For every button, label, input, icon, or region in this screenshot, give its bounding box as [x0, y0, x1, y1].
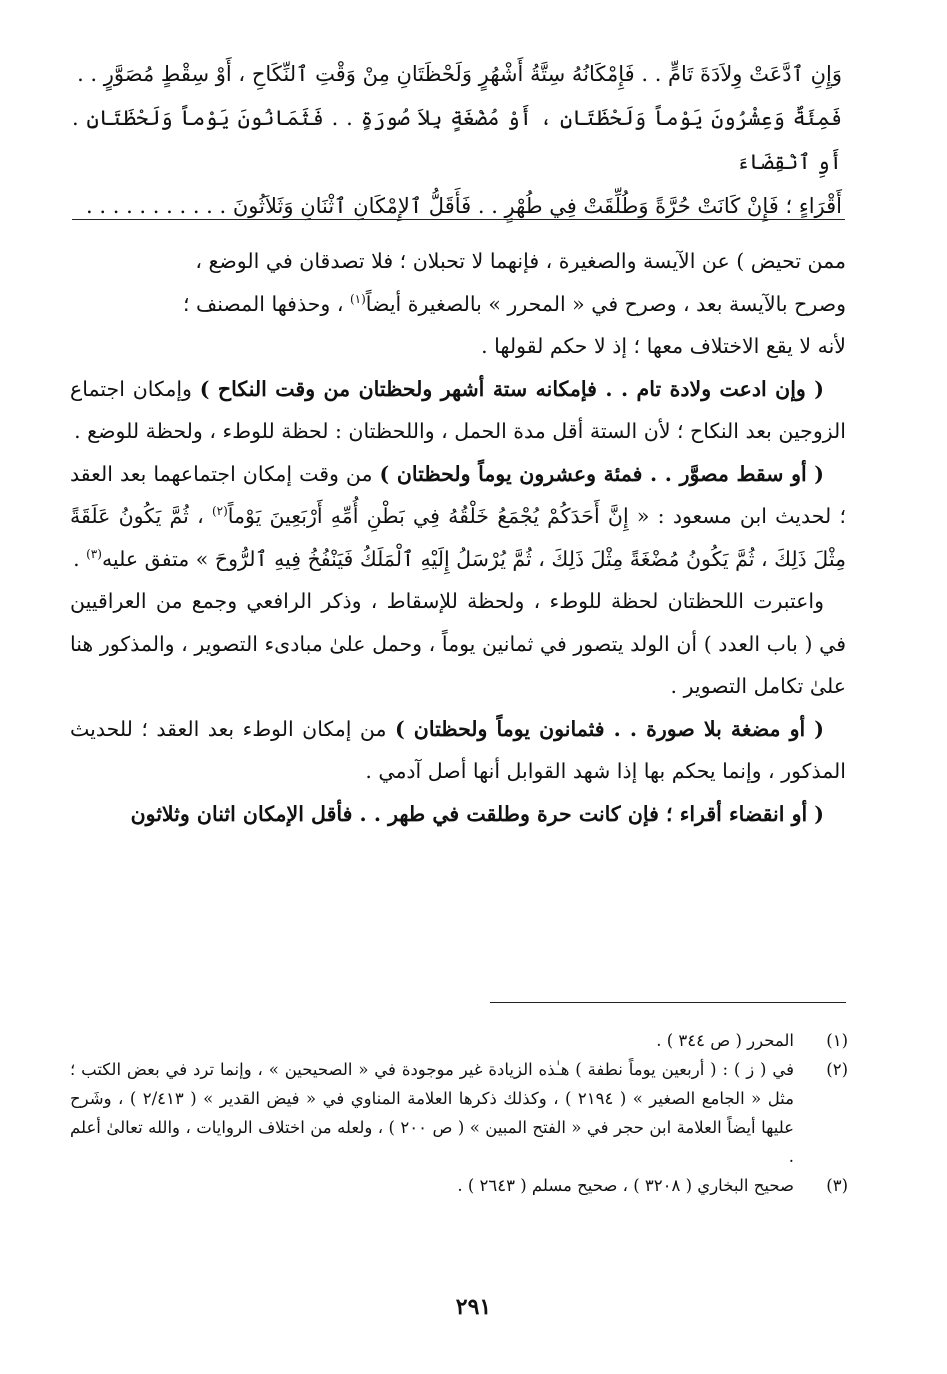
- commentary-body: وإمكان اجتماع الزوجين بعد النكاح ؛ لأن الستة أقل مدة الحمل ، واللحظتان : لحظة للوطء ، ولحظة للوضع .: [70, 376, 846, 443]
- footnote-separator-rule: [490, 1002, 846, 1003]
- commentary-body: من إمكان الوطء بعد العقد ؛ للحديث المذكور ، وإنما يحكم بها إذا شهد القوابل أنها أصل آدمي .: [70, 716, 846, 783]
- footnote-ref[interactable]: (١): [349, 291, 366, 306]
- commentary-paragraph: [70, 793, 846, 836]
- footnote: [70, 1026, 848, 1055]
- footnote-ref[interactable]: (٢): [211, 504, 228, 519]
- commentary-line: ، وحذفها المصنف ؛: [182, 291, 350, 316]
- commentary-paragraph: [70, 368, 846, 453]
- commentary-paragraph: [70, 240, 846, 368]
- matn-quote: ( وإن ادعت ولادة تام . . فإمكانه ستة أشهر ولحظتان من وقت النكاح ): [199, 376, 824, 401]
- footnote-number: (٢): [826, 1060, 848, 1079]
- matn-line: فَمِئَةٌ وَعِشْرُونَ يَوْماً وَلَحْظَتَانِ ، أَوْ مُضْغَةٍ بِلاَ صُورَةٍ . . فَثَمَانُونَ يَوْماً وَلَحْظَتَانِ . أَوِ ٱنْقِضَاءَ: [72, 106, 842, 174]
- commentary-paragraph: واعتبرت اللحظتان لحظة للوطء ، ولحظة للإسقاط ، وذكر الرافعي وجمع من العراقيين في ( باب العدد ) أن الولد يتصور في ثمانين يوماً ، وحمل علىٰ مبادىء التصوير ، والمذكور هنا علىٰ تكامل التصوير .: [70, 589, 846, 698]
- footnote: [70, 1055, 848, 1171]
- matn-separator-rule: [72, 219, 845, 220]
- footnote-number: (١): [826, 1031, 848, 1050]
- matn-quote: ( أو مضغة بلا صورة . . فثمانون يوماً ولحظتان ): [394, 716, 824, 741]
- matn-line: أَقْرَاءٍ ؛ فَإِنْ كَانَتْ حُرَّةً وَطُلِّقَتْ فِي طُهْرٍ . . فَأَقَلُّ ٱلإِمْكَانِ ٱثْنَانِ وَثَلاَثُونَ . . . . . . . . . . .: [86, 194, 842, 218]
- matn-text: [72, 52, 842, 228]
- footnote-text: في ( ز ) : ( أربعين يوماً نطفة ) هـٰذه الزيادة غير موجودة في « الصحيحين » ، وإنما ترد في بعض الكتب ؛ مثل « الجامع الصغير » ( ٢١٩٤ ) ، وكذلك ذكرها العلامة المناوي في « فيض القدير » ( ٢/٤١٣ ) ، وشَرح عليها أيضاً العلامة ابن حجر في « الفتح المبين » ( ص ٢٠٠ ) ، ولعله من اختلاف الروايات ، والله تعالىٰ أعلم .: [70, 1060, 795, 1166]
- commentary-paragraph: [70, 708, 846, 793]
- matn-quote: ( أو سقط مصوَّر . . فمئة وعشرون يوماً ولحظتان ): [379, 461, 825, 486]
- footnote-ref[interactable]: (٣): [86, 546, 102, 561]
- commentary-line: ممن تحيض ) عن الآيسة والصغيرة ، فإنهما لا تحبلان ؛ فلا تصدقان في الوضع ،: [195, 249, 846, 273]
- footnotes: [70, 1026, 848, 1200]
- commentary-body: ، ثُمَّ يَكُونُ عَلَقَةً مِثْلَ ذَلِكَ ، ثُمَّ يَكُونُ مُضْغَةً مِثْلَ ذَلِكَ ، ثُمَّ يُرْسَلُ إِلَيْهِ ٱلْمَلَكُ فَيَنْفُخُ فِيهِ ٱلرُّوحَ » متفق عليه: [70, 504, 846, 571]
- footnote-text: المحرر ( ص ٣٤٤ ) .: [656, 1031, 794, 1050]
- commentary-body: .: [73, 546, 87, 571]
- page-number: ٢٩١: [455, 1294, 492, 1320]
- commentary-line: لأنه لا يقع الاختلاف معها ؛ إذ لا حكم لقولها .: [481, 334, 846, 358]
- commentary-line: وصرح بالآيسة بعد ، وصرح في « المحرر » بالصغيرة أيضاً: [365, 291, 846, 316]
- commentary-text: [70, 240, 846, 835]
- matn-line: وَإِنِ ٱدَّعَتْ وِلاَدَةَ تَامٍّ . . فَإِمْكَانُهُ سِتَّةُ أَشْهُرٍ وَلَحْظَتَانِ مِنْ وَقْتِ ٱلنِّكَاحِ ، أَوْ سِقْطٍ مُصَوَّرٍ . .: [77, 62, 842, 86]
- matn-quote: ( أو انقضاء أقراء ؛ فإن كانت حرة وطلقت في طهر . . فأقل الإمكان اثنان وثلاثون: [130, 801, 824, 826]
- commentary-paragraph: [70, 453, 846, 581]
- footnote-number: (٣): [826, 1176, 848, 1195]
- commentary-body: من وقت إمكان اجتماعهما بعد العقد ؛ لحديث ابن مسعود : « إِنَّ أَحَدَكُمْ يُجْمَعُ خَلْقُهُ فِي بَطْنِ أُمِّهِ أَرْبَعِينَ يَوْماً: [70, 461, 846, 528]
- footnote-text: صحيح البخاري ( ٣٢٠٨ ) ، صحيح مسلم ( ٢٦٤٣ ) .: [457, 1176, 794, 1195]
- footnote: [70, 1171, 848, 1200]
